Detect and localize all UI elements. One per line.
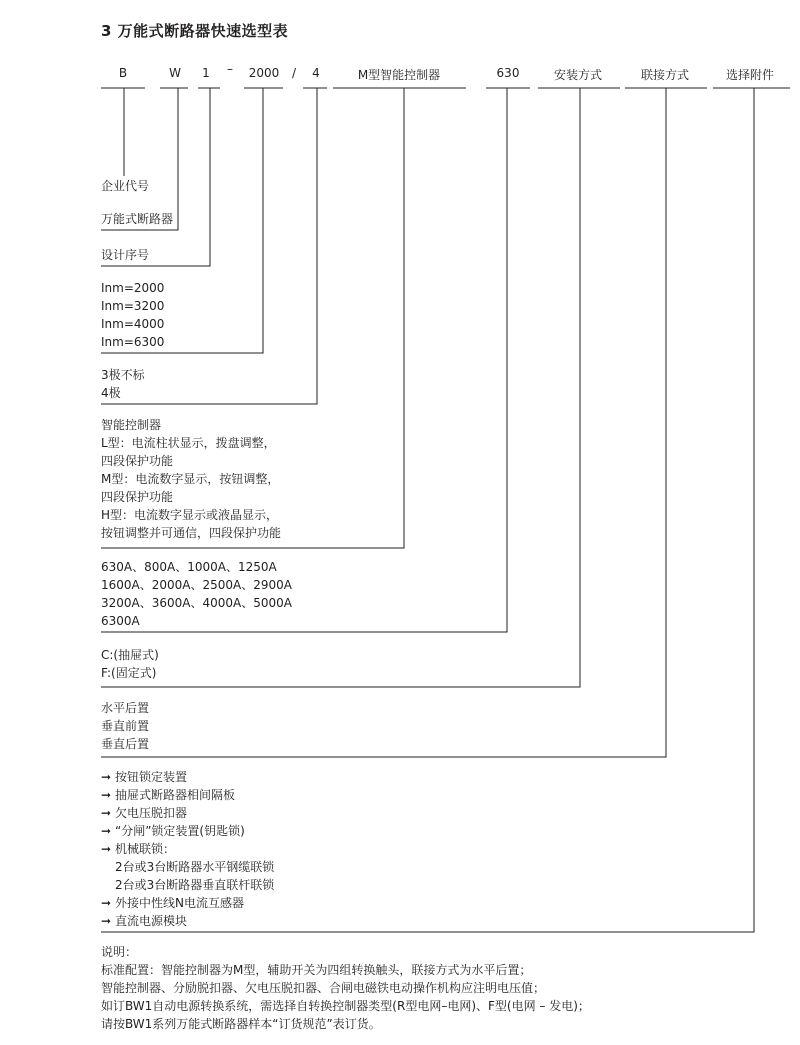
list-item: ➞ 直流电源模块 (101, 914, 188, 928)
note-line: 请按BW1系列万能式断路器样本“订货规范”表订货。 (101, 1017, 381, 1031)
breaker-type-label: 万能式断路器 (101, 212, 174, 226)
arrow-right-icon: ➞ (101, 914, 112, 928)
note-line: 标准配置：智能控制器为M型，辅助开关为四组转换触头，联接方式为水平后置； (101, 963, 532, 977)
list-item: 6300A (101, 614, 140, 628)
list-item: 垂直后置 (101, 737, 150, 751)
arrow-right-icon: ➞ (101, 806, 112, 820)
list-item: 2台或3台断路器水平钢缆联锁 (115, 860, 275, 874)
list-item: 垂直前置 (101, 719, 150, 733)
list-item: ➞ 按钮锁定装置 (101, 770, 188, 784)
code-design: 1 (202, 66, 210, 80)
list-item: L型：电流柱状显示，拨盘调整， (101, 436, 276, 450)
arrow-right-icon: ➞ (101, 896, 112, 910)
list-item: Inm=4000 (101, 317, 165, 331)
list-item: C:(抽屉式) (101, 648, 159, 662)
install-list (101, 646, 159, 682)
page-title: 3 万能式断路器快速选型表 (101, 22, 289, 40)
arrow-right-icon: ➞ (101, 824, 112, 838)
code-dash: – (227, 62, 233, 76)
list-item: 4极 (101, 386, 121, 400)
note-line: 智能控制器、分励脱扣器、欠电压脱扣器、合闸电磁铁电动操作机构应注明电压值； (101, 981, 546, 995)
list-item: ➞ “分闸”锁定装置(钥匙锁) (101, 824, 245, 838)
list-item: 水平后置 (101, 701, 150, 715)
list-item: ➞ 机械联锁： (101, 842, 176, 856)
list-item: H型：电流数字显示或液晶显示， (101, 508, 279, 522)
current-list (101, 279, 164, 351)
list-item: 智能控制器 (101, 418, 162, 432)
code-poles: 4 (312, 66, 320, 80)
code-rated-current: 630 (496, 66, 520, 80)
code-connect: 联接方式 (640, 68, 689, 82)
list-item: M型：电流数字显示，按钮调整， (101, 472, 280, 486)
controller-list (101, 416, 281, 542)
poles-list (101, 366, 145, 402)
arrow-right-icon: ➞ (101, 842, 112, 856)
list-item: 按钮调整并可通信，四段保护功能 (101, 526, 282, 540)
code-current: 2000 (248, 66, 280, 80)
arrow-right-icon: ➞ (101, 770, 112, 784)
code-enterprise: B (118, 66, 128, 80)
list-item: ➞ 欠电压脱扣器 (101, 806, 188, 820)
list-item: Inm=2000 (101, 281, 165, 295)
notes (101, 943, 590, 1033)
rated-current-list (101, 558, 292, 630)
code-accessories: 选择附件 (725, 68, 774, 82)
design-number-label: 设计序号 (101, 248, 150, 262)
list-item: 四段保护功能 (101, 454, 174, 468)
note-line: 如订BW1自动电源转换系统，需选择自转换控制器类型(R型电网–电网)、F型(电网 – 发电)； (101, 999, 590, 1013)
code-slash: / (291, 66, 297, 80)
list-item: 2台或3台断路器垂直联杆联锁 (115, 878, 275, 892)
enterprise-code-label: 企业代号 (101, 179, 150, 193)
list-item: ➞ 外接中性线N电流互感器 (101, 896, 244, 910)
list-item: Inm=6300 (101, 335, 165, 349)
code-breaker: W (169, 66, 181, 80)
list-item: F:(固定式) (101, 666, 157, 680)
connect-list (101, 699, 149, 753)
list-item: 630A、800A、1000A、1250A (101, 560, 277, 574)
notes-heading: 说明： (101, 945, 138, 959)
list-item: Inm=3200 (101, 299, 165, 313)
list-item: 四段保护功能 (101, 490, 174, 504)
list-item: 3极不标 (101, 368, 145, 382)
arrow-right-icon: ➞ (101, 788, 112, 802)
list-item: 3200A、3600A、4000A、5000A (101, 596, 292, 610)
accessories-list (101, 768, 274, 930)
list-item: ➞ 抽屉式断路器相间隔板 (101, 788, 236, 802)
code-controller: M型智能控制器 (357, 68, 441, 82)
list-item: 1600A、2000A、2500A、2900A (101, 578, 292, 592)
code-install: 安装方式 (553, 68, 602, 82)
